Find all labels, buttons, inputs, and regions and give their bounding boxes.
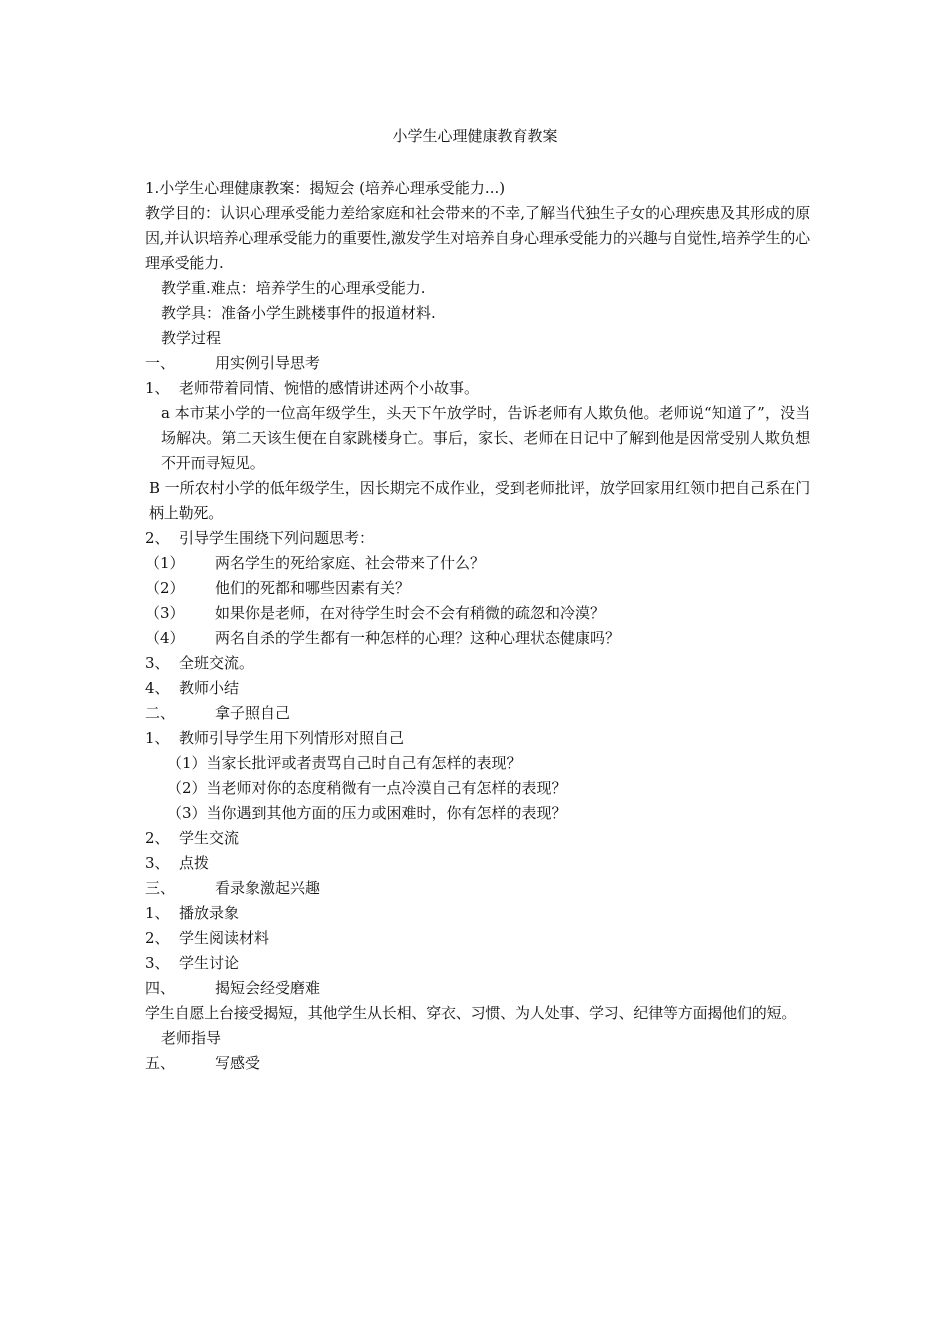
question-text: 如果你是老师，在对待学生时会不会有稍微的疏忽和冷漠？ — [215, 604, 606, 622]
document-body — [145, 176, 810, 1076]
teaching-purpose: 教学目的：认识心理承受能力差给家庭和社会带来的不幸,了解当代独生子女的心理疾患及其形成的原因,并认识培养心理承受能力的重要性,激发学生对培养自身心理承受能力的兴趣与自觉性,培养学生的心理承受能力. — [145, 204, 810, 272]
section-number: 三、 — [145, 879, 176, 897]
item-text: 教师引导学生用下列情形对照自己 — [179, 729, 405, 747]
section-number: 一、 — [145, 354, 176, 372]
section-title: 用实例引导思考 — [215, 354, 321, 372]
key-points: 教学重.难点：培养学生的心理承受能力. — [161, 279, 426, 297]
section-heading — [145, 976, 810, 1001]
section-title: 写感受 — [215, 1054, 261, 1072]
section-title: 揭短会经受磨难 — [215, 979, 321, 997]
question-number: （3） — [145, 604, 185, 622]
item-text: 全班交流。 — [179, 654, 255, 672]
question-text: 他们的死都和哪些因素有关？ — [215, 579, 411, 597]
list-item — [145, 826, 810, 851]
item-number: 2、 — [145, 529, 170, 547]
item-number: 2、 — [145, 929, 170, 947]
question-number: （1） — [145, 554, 185, 572]
section-number: 五、 — [145, 1054, 176, 1072]
question-text: 两名学生的死给家庭、社会带来了什么？ — [215, 554, 486, 572]
item-number: 3、 — [145, 854, 170, 872]
list-item — [145, 901, 810, 926]
item-number: 1、 — [145, 904, 170, 922]
section-heading — [145, 701, 810, 726]
question-item — [145, 576, 810, 601]
list-item — [145, 376, 810, 401]
list-item — [145, 726, 810, 751]
item-text: 教师小结 — [179, 679, 240, 697]
lesson-heading: 1.小学生心理健康教案：揭短会 (培养心理承受能力...) — [145, 179, 506, 197]
question-number: （4） — [145, 629, 185, 647]
section-title: 看录象激起兴趣 — [215, 879, 321, 897]
item-number: 2、 — [145, 829, 170, 847]
list-item — [145, 951, 810, 976]
item-number: 3、 — [145, 654, 170, 672]
item-text: 引导学生围绕下列问题思考： — [179, 529, 375, 547]
list-item — [145, 851, 810, 876]
document-title: 小学生心理健康教育教案 — [392, 127, 558, 145]
item-text: 播放录象 — [179, 904, 240, 922]
section-heading — [145, 876, 810, 901]
item-number: 3、 — [145, 954, 170, 972]
section-number: 二、 — [145, 704, 176, 722]
item-number: 4、 — [145, 679, 170, 697]
question-number: （2） — [145, 579, 185, 597]
question-item — [145, 551, 810, 576]
item-text: 学生阅读材料 — [179, 929, 270, 947]
reflection-item: （3）当你遇到其他方面的压力或困难时，你有怎样的表现？ — [167, 804, 567, 822]
list-item — [145, 676, 810, 701]
story-a: a 本市某小学的一位高年级学生，头天下午放学时，告诉老师有人欺负他。老师说“知道了”，没当场解决。第二天该生便在自家跳楼身亡。事后，家长、老师在日记中了解到他是因常受别人欺负想不开而寻短见。 — [161, 404, 810, 472]
list-item — [145, 526, 810, 551]
section-title: 拿子照自己 — [215, 704, 291, 722]
teaching-tools: 教学具：准备小学生跳楼事件的报道材料. — [161, 304, 436, 322]
item-number: 1、 — [145, 379, 170, 397]
list-item — [145, 926, 810, 951]
item-text: 点拨 — [179, 854, 210, 872]
question-item — [145, 601, 810, 626]
section-body: 学生自愿上台接受揭短，其他学生从长相、穿衣、习惯、为人处事、学习、纪律等方面揭他们的短。 — [145, 1004, 797, 1022]
list-item — [145, 651, 810, 676]
item-text: 学生交流 — [179, 829, 240, 847]
section-heading — [145, 1051, 810, 1076]
question-text: 两名自杀的学生都有一种怎样的心理？这种心理状态健康吗？ — [215, 629, 621, 647]
teacher-guidance: 老师指导 — [161, 1029, 222, 1047]
story-b: B 一所农村小学的低年级学生，因长期完不成作业，受到老师批评，放学回家用红领巾把自己系在门柄上勒死。 — [149, 479, 810, 522]
section-number: 四、 — [145, 979, 176, 997]
section-heading — [145, 351, 810, 376]
teaching-process: 教学过程 — [161, 329, 222, 347]
question-item — [145, 626, 810, 651]
reflection-item: （1）当家长批评或者责骂自己时自己有怎样的表现？ — [167, 754, 522, 772]
item-text: 老师带着同情、惋惜的感情讲述两个小故事。 — [179, 379, 480, 397]
reflection-item: （2）当老师对你的态度稍微有一点冷漠自己有怎样的表现？ — [167, 779, 567, 797]
item-number: 1、 — [145, 729, 170, 747]
item-text: 学生讨论 — [179, 954, 240, 972]
